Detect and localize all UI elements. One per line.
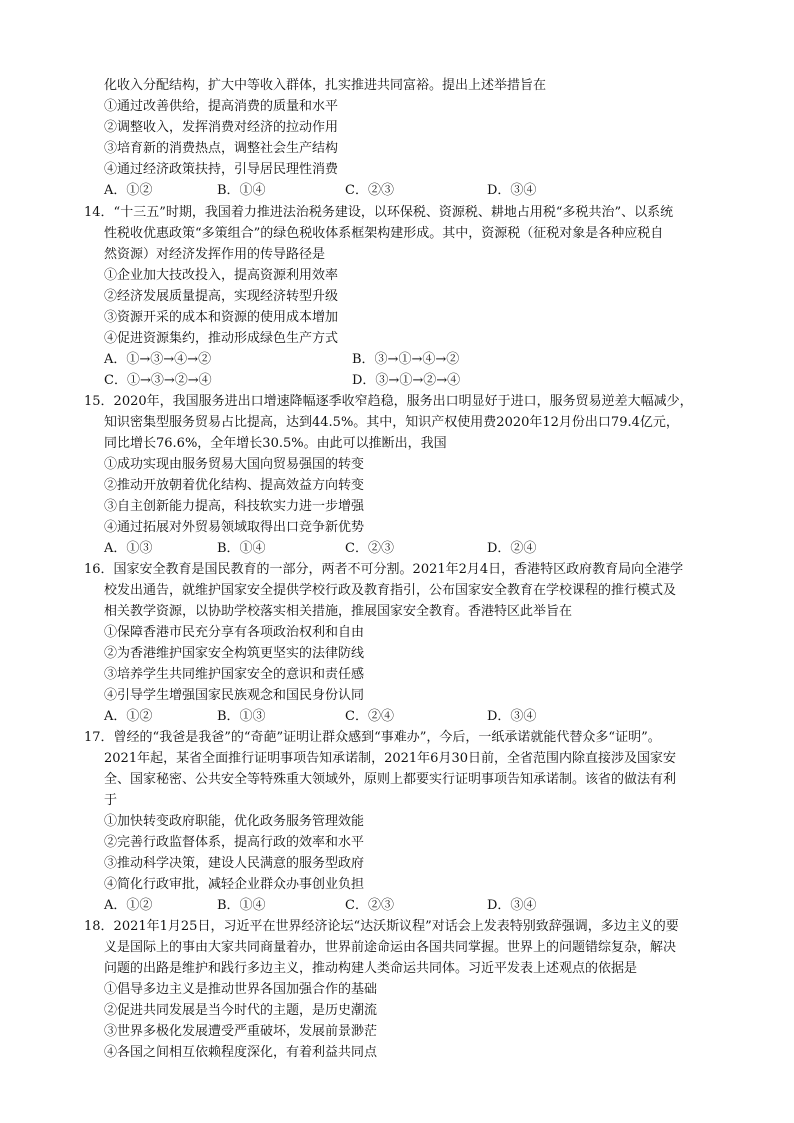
q16-choice-b: B．①③: [217, 709, 266, 724]
q13-option-2: ②调整收入，发挥消费对经济的拉动作用: [104, 120, 339, 135]
q15-stem-line-1: 15．2020年，我国服务进出口增速降幅逐季收窄趋稳，服务出口明显好于进口，服务贸易逆差大幅减少，: [84, 394, 693, 409]
q17-stem-line-4: 于: [104, 793, 118, 808]
q13-choice-d: D．③④: [487, 183, 537, 198]
q13-choices: [104, 183, 664, 199]
q13-option-4: ④通过经济政策扶持，引导居民理性消费: [104, 162, 339, 177]
q13-choice-a: A．①②: [104, 183, 153, 198]
q13-choice-b: B．①④: [217, 183, 266, 198]
q15-choice-c: C．②③: [345, 541, 394, 556]
q14-choice-d: D．③→①→②→④: [352, 373, 461, 388]
q15-choice-b: B．①④: [217, 541, 266, 556]
q13-stem-line: 化收入分配结构，扩大中等收入群体，扎实推进共同富裕。提出上述举措旨在: [104, 78, 547, 93]
q15-choice-d: D．②④: [487, 541, 537, 556]
q17-stem-line-2: 2021年起，某省全面推行证明事项告知承诺制，2021年6月30日前，全省范围内除直接涉及国家安: [104, 751, 676, 766]
q14-choice-c: C．①→③→②→④: [104, 373, 212, 388]
q15-choices: [104, 541, 664, 557]
q17-option-3: ③推动科学决策，建设人民满意的服务型政府: [104, 856, 365, 871]
q16-option-1: ①保障香港市民充分享有各项政治权利和自由: [104, 625, 365, 640]
q14-stem-line-1: 14．“十三五”时期，我国着力推进法治税务建设，以环保税、资源税、耕地占用税“多税共治”、以系统: [84, 205, 674, 220]
q18-option-3: ③世界多极化发展遭受严重破坏，发展前景渺茫: [104, 1024, 378, 1039]
q15-option-3: ③自主创新能力提高，科技软实力进一步增强: [104, 499, 365, 514]
q14-choice-b: B．③→①→④→②: [352, 352, 460, 367]
q18-option-1: ①倡导多边主义是推动世界各国加强合作的基础: [104, 982, 378, 997]
q14-choices-row-1: [104, 352, 664, 368]
q14-option-4: ④促进资源集约，推动形成绿色生产方式: [104, 331, 339, 346]
q16-stem-line-1: 16．国家安全教育是国民教育的一部分，两者不可分割。2021年2月4日，香港特区政府教育局向全港学: [84, 562, 684, 577]
q17-choice-b: B．①④: [217, 898, 266, 913]
q14-stem-line-2: 性税收优惠政策“多策组合”的绿色税收体系框架构建形成。其中，资源税（征税对象是各种应税自: [104, 226, 664, 241]
q17-stem-line-1: 17．曾经的“我爸是我爸”的“奇葩”证明让群众感到“事难办”，今后，一纸承诺就能代替众多“证明”。: [84, 730, 661, 745]
q16-choice-a: A．①②: [104, 709, 153, 724]
q17-option-2: ②完善行政监督体系，提高行政的效率和水平: [104, 835, 365, 850]
q18-stem-line-2: 义是国际上的事由大家共同商量着办，世界前途命运由各国共同掌握。世界上的问题错综复杂，解决: [104, 940, 677, 955]
q16-option-3: ③培养学生共同维护国家安全的意识和责任感: [104, 667, 365, 682]
q17-option-1: ①加快转变政府职能，优化政务服务管理效能: [104, 814, 365, 829]
q17-choice-c: C．②③: [345, 898, 394, 913]
q15-stem-line-3: 同比增长76.6%，全年增长30.5%。由此可以推断出，我国: [104, 436, 447, 451]
q14-option-2: ②经济发展质量提高，实现经济转型升级: [104, 289, 339, 304]
q16-stem-line-3: 相关教学资源，以协助学校落实相关措施，推展国家安全教育。香港特区此举旨在: [104, 604, 573, 619]
q17-option-4: ④简化行政审批，减轻企业群众办事创业负担: [104, 877, 365, 892]
q18-option-2: ②促进共同发展是当今时代的主题，是历史潮流: [104, 1003, 378, 1018]
q15-stem-line-2: 知识密集型服务贸易占比提高，达到44.5%。其中，知识产权使用费2020年12月份出口79.4亿元，: [104, 415, 679, 430]
q13-choice-c: C．②③: [345, 183, 394, 198]
q14-choice-a: A．①→③→④→②: [104, 352, 212, 367]
q14-option-1: ①企业加大技改投入，提高资源利用效率: [104, 268, 339, 283]
q16-option-4: ④引导学生增强国家民族观念和国民身份认同: [104, 688, 365, 703]
q15-option-4: ④通过拓展对外贸易领域取得出口竞争新优势: [104, 520, 365, 535]
q16-stem-line-2: 校发出通告，就维护国家安全提供学校行政及教育指引，公布国家安全教育在学校课程的推行模式及: [104, 583, 677, 598]
q16-option-2: ②为香港维护国家安全构筑更坚实的法律防线: [104, 646, 365, 661]
q17-choice-d: D．③④: [487, 898, 537, 913]
q13-option-3: ③培育新的消费热点，调整社会生产结构: [104, 141, 339, 156]
q15-option-1: ①成功实现由服务贸易大国向贸易强国的转变: [104, 457, 365, 472]
q17-stem-line-3: 全、国家秘密、公共安全等特殊重大领域外，原则上都要实行证明事项告知承诺制。该省的做法有利: [104, 772, 677, 787]
q16-choices: [104, 709, 664, 725]
q14-choices-row-2: [104, 373, 664, 389]
q15-choice-a: A．①③: [104, 541, 153, 556]
q17-choices: [104, 898, 664, 914]
q14-option-3: ③资源开采的成本和资源的使用成本增加: [104, 310, 339, 325]
q14-stem-line-3: 然资源）对经济发挥作用的传导路径是: [104, 247, 326, 262]
q18-stem-line-1: 18．2021年1月25日，习近平在世界经济论坛“达沃斯议程”对话会上发表特别致辞强调，多边主义的要: [84, 919, 679, 934]
q15-option-2: ②推动开放朝着优化结构、提高效益方向转变: [104, 478, 365, 493]
q17-choice-a: A．①②: [104, 898, 153, 913]
q16-choice-d: D．③④: [487, 709, 537, 724]
q18-stem-line-3: 问题的出路是维护和践行多边主义，推动构建人类命运共同体。习近平发表上述观点的依据是: [104, 961, 638, 976]
q13-option-1: ①通过改善供给，提高消费的质量和水平: [104, 99, 339, 114]
q16-choice-c: C．②④: [345, 709, 394, 724]
q18-option-4: ④各国之间相互依赖程度深化，有着利益共同点: [104, 1045, 378, 1060]
